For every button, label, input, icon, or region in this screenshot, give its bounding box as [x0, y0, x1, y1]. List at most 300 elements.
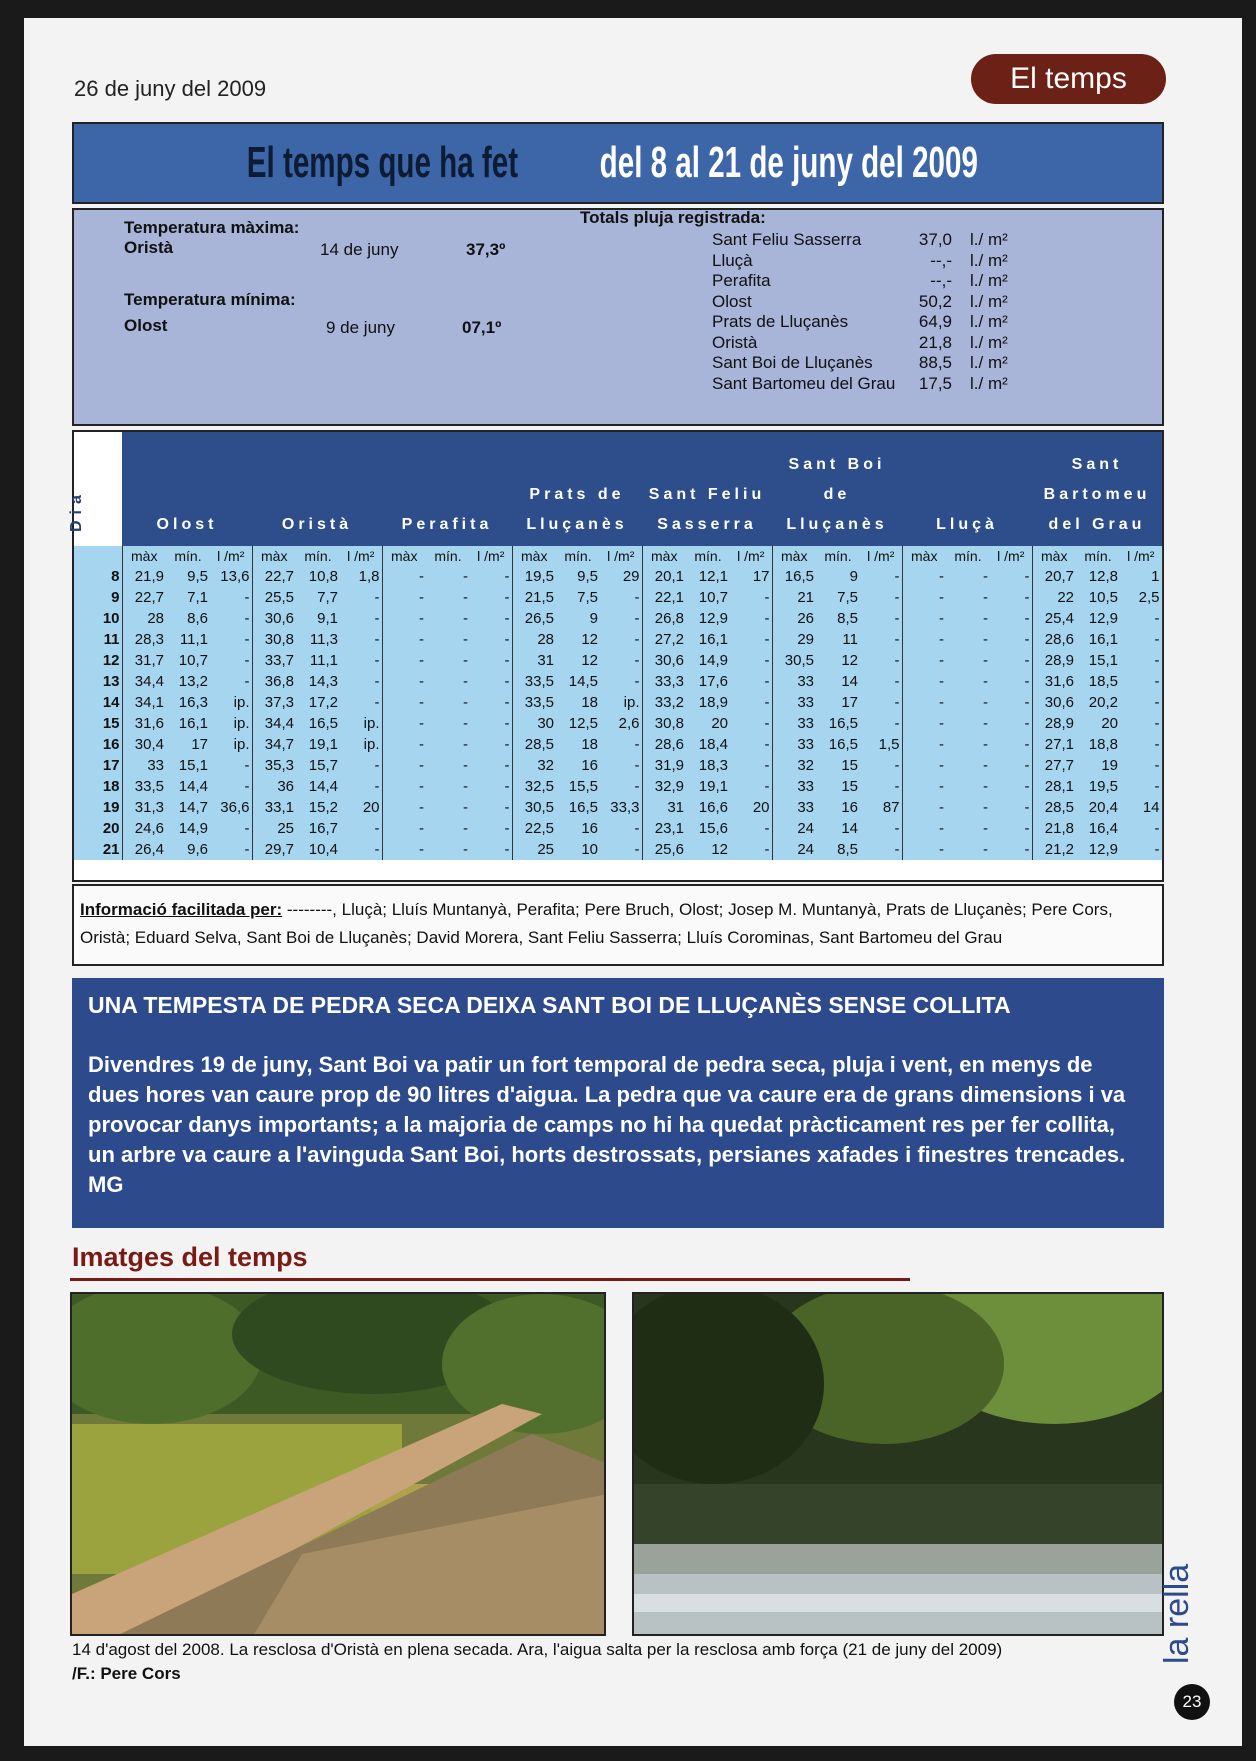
data-cell: - — [860, 692, 902, 713]
data-cell: - — [463, 631, 468, 648]
data-cell: - — [470, 713, 512, 734]
data-cell: 36 — [277, 778, 294, 795]
data-cell: 10 — [581, 841, 598, 858]
data-cell: 20,4 — [1088, 799, 1118, 816]
data-cell: - — [463, 715, 468, 732]
data-cell: 34,1 — [134, 694, 164, 711]
data-cell: 32,5 — [524, 778, 554, 795]
data-cell: - — [990, 734, 1032, 755]
data-cell: - — [990, 776, 1032, 797]
data-cell: - — [1120, 776, 1162, 797]
sub-header-cell: màx — [911, 548, 938, 564]
day-cell: 13 — [74, 671, 122, 692]
data-cell: 26,5 — [524, 610, 554, 627]
rain-value: 50,2 — [918, 291, 952, 311]
magazine-logo — [1156, 1563, 1196, 1666]
sub-header-cell: màx — [651, 548, 678, 564]
data-cell: - — [939, 589, 944, 606]
data-cell: - — [470, 797, 512, 818]
data-cell: 14 — [841, 820, 858, 837]
data-cell: 10,7 — [178, 652, 208, 669]
data-cell: 15,2 — [308, 799, 338, 816]
data-cell: 10,8 — [308, 568, 338, 585]
table-row — [74, 839, 1162, 860]
data-cell: 9 — [589, 610, 598, 627]
table-row — [74, 629, 1162, 650]
data-cell: 28,3 — [134, 631, 164, 648]
data-cell: - — [990, 839, 1032, 860]
data-cell: ip. — [340, 734, 382, 755]
data-cell: 2,5 — [1120, 587, 1162, 608]
data-cell: - — [1120, 650, 1162, 671]
data-cell: - — [419, 778, 424, 795]
data-cell: 20 — [711, 715, 728, 732]
data-cell: 26 — [797, 610, 814, 627]
data-cell: 33,5 — [524, 694, 554, 711]
data-cell: 1,8 — [340, 566, 382, 587]
day-cell: 18 — [74, 776, 122, 797]
data-cell: 24,6 — [134, 820, 164, 837]
day-cell: 10 — [74, 608, 122, 629]
data-cell: 12 — [581, 652, 598, 669]
data-cell: 35,3 — [264, 757, 294, 774]
data-cell: 33 — [797, 715, 814, 732]
data-cell: 7,7 — [317, 589, 338, 606]
sub-header-cell: l /m² — [990, 546, 1032, 566]
data-cell: - — [210, 650, 252, 671]
data-cell: 33 — [797, 778, 814, 795]
data-cell: 30,6 — [1044, 694, 1074, 711]
data-cell: - — [419, 799, 424, 816]
data-cell: - — [463, 799, 468, 816]
data-cell: 28,6 — [654, 736, 684, 753]
data-cell: - — [419, 568, 424, 585]
rain-unit: l./ m² — [970, 230, 1008, 249]
sub-header-cell: l /m² — [470, 546, 512, 566]
rain-unit: l./ m² — [970, 373, 1008, 393]
data-cell: 1 — [1120, 566, 1162, 587]
data-cell: 33,3 — [600, 797, 642, 818]
data-cell: 16,1 — [178, 715, 208, 732]
rain-unit: l./ m² — [970, 291, 1008, 311]
data-cell: 12,5 — [568, 715, 598, 732]
data-cell: - — [730, 734, 772, 755]
data-cell: - — [990, 692, 1032, 713]
day-column-header — [68, 432, 122, 546]
photo-flowing-weir — [632, 1292, 1164, 1636]
data-cell: - — [983, 631, 988, 648]
data-cell: 33,7 — [264, 652, 294, 669]
data-cell: - — [600, 818, 642, 839]
data-cell: - — [983, 610, 988, 627]
data-cell: - — [990, 587, 1032, 608]
data-cell: 20 — [340, 797, 382, 818]
data-cell: 18,8 — [1088, 736, 1118, 753]
data-cell: 29 — [797, 631, 814, 648]
data-cell: 16 — [581, 757, 598, 774]
data-cell: - — [860, 608, 902, 629]
data-cell: 16,5 — [568, 799, 598, 816]
data-cell: - — [340, 755, 382, 776]
data-cell: - — [939, 778, 944, 795]
data-cell: - — [210, 839, 252, 860]
data-cell: 18,3 — [698, 757, 728, 774]
data-cell: 22,7 — [264, 568, 294, 585]
storm-article — [72, 978, 1164, 1228]
data-cell: - — [990, 818, 1032, 839]
data-cell: 26,4 — [134, 841, 164, 858]
data-cell: 34,4 — [264, 715, 294, 732]
data-cell: 10,7 — [698, 589, 728, 606]
data-cell: 16,5 — [784, 568, 814, 585]
data-cell: 19,5 — [1088, 778, 1118, 795]
data-cell: 27,1 — [1044, 736, 1074, 753]
data-cell: 30,6 — [654, 652, 684, 669]
data-cell: 9,1 — [317, 610, 338, 627]
data-cell: 21,5 — [524, 589, 554, 606]
data-cell: 33,5 — [524, 673, 554, 690]
photo-caption: 14 d'agost del 2008. La resclosa d'Oristà en plena secada. Ara, l'aigua salta per la resclosa amb força (21 de juny del 2009) — [72, 1640, 1003, 1659]
summary-box — [72, 208, 1164, 426]
data-cell: - — [340, 608, 382, 629]
data-cell: 16,5 — [308, 715, 338, 732]
data-cell: 16 — [581, 820, 598, 837]
data-cell: - — [1120, 629, 1162, 650]
data-cell: 21,2 — [1044, 841, 1074, 858]
data-cell: - — [419, 820, 424, 837]
data-cell: 18,4 — [698, 736, 728, 753]
data-cell: - — [340, 629, 382, 650]
sub-header-cell: mín. — [174, 548, 202, 564]
data-cell: - — [340, 650, 382, 671]
data-cell: - — [990, 650, 1032, 671]
data-cell: - — [210, 629, 252, 650]
photo-credit: /F.: Pere Cors — [72, 1664, 181, 1683]
data-cell: - — [730, 629, 772, 650]
data-cell: - — [463, 820, 468, 837]
data-cell: 16,5 — [828, 736, 858, 753]
rain-place: Sant Feliu Sasserra — [712, 230, 862, 249]
credits-text: --------, Lluçà; Lluís Muntanyà, Perafita; Pere Bruch, Olost; Josep M. Muntanyà, Prats de Lluçanès; Pere Cors, Oristà; Eduard Selva, Sant Boi de Lluçanès; David Morera, Sant Feliu Sasserra; Lluís Corominas, Sant Bartomeu del Grau — [80, 900, 1113, 947]
data-cell: 11,1 — [179, 631, 208, 648]
data-cell: 30,4 — [134, 736, 164, 753]
table-row — [74, 734, 1162, 755]
table-row — [74, 671, 1162, 692]
data-cell: 33,3 — [654, 673, 684, 690]
data-cell: 30 — [537, 715, 554, 732]
data-cell: ip. — [210, 713, 252, 734]
rain-value: --,- — [930, 250, 952, 270]
data-cell: 17 — [191, 736, 208, 753]
sub-header-cell: màx — [391, 548, 418, 564]
station-header: Sant Boi de Lluçanès — [786, 456, 888, 533]
rain-place: Olost — [712, 291, 752, 311]
data-cell: 11,3 — [309, 631, 338, 648]
data-cell: - — [990, 755, 1032, 776]
data-cell: - — [990, 713, 1032, 734]
data-cell: - — [730, 587, 772, 608]
data-cell: - — [600, 629, 642, 650]
magazine-page — [24, 18, 1242, 1746]
data-cell: 24 — [797, 820, 814, 837]
data-cell: 30,5 — [524, 799, 554, 816]
day-label: Dia — [68, 489, 85, 532]
data-cell: 7,5 — [837, 589, 858, 606]
sub-header-cell: mín. — [434, 548, 462, 564]
sub-header-cell: mín. — [694, 548, 722, 564]
data-cell: - — [470, 629, 512, 650]
data-cell: - — [419, 652, 424, 669]
data-cell: 9,5 — [187, 568, 208, 585]
data-cell: - — [470, 692, 512, 713]
rain-value: 17,5 — [918, 373, 952, 393]
data-cell: - — [600, 776, 642, 797]
data-cell: 31,3 — [134, 799, 164, 816]
rain-unit: l./ m² — [970, 271, 1008, 290]
data-cell: - — [939, 736, 944, 753]
data-cell: - — [600, 755, 642, 776]
data-cell: - — [983, 841, 988, 858]
data-cell: - — [730, 818, 772, 839]
sub-header-row — [74, 546, 1162, 566]
data-cell: - — [600, 650, 642, 671]
data-cell: 16,3 — [178, 694, 208, 711]
data-cell: - — [983, 715, 988, 732]
rain-value: 21,8 — [918, 332, 952, 352]
data-cell: 33 — [797, 799, 814, 816]
data-cell: 17 — [730, 566, 772, 587]
data-cell: - — [990, 566, 1032, 587]
data-cell: - — [939, 799, 944, 816]
data-cell: 1,5 — [860, 734, 902, 755]
data-cell: 31,9 — [654, 757, 684, 774]
data-cell: - — [939, 610, 944, 627]
data-cell: - — [470, 776, 512, 797]
data-cell: - — [600, 608, 642, 629]
data-cell: 28,5 — [1044, 799, 1074, 816]
data-cell: 17 — [841, 694, 858, 711]
data-cell: 11,1 — [309, 652, 338, 669]
data-cell: - — [860, 671, 902, 692]
data-cell: - — [419, 736, 424, 753]
data-cell: - — [470, 839, 512, 860]
data-cell: - — [210, 587, 252, 608]
day-cell: 12 — [74, 650, 122, 671]
data-cell: 37,3 — [264, 694, 294, 711]
data-cell: 12,8 — [1088, 568, 1118, 585]
data-cell: - — [419, 694, 424, 711]
data-cell: 31 — [667, 799, 684, 816]
data-cell: 30,8 — [654, 715, 684, 732]
data-cell: 22,7 — [134, 589, 164, 606]
data-cell: 25 — [277, 820, 294, 837]
day-cell: 9 — [74, 587, 122, 608]
day-cell: 17 — [74, 755, 122, 776]
data-cell: - — [470, 755, 512, 776]
data-cell: - — [1120, 755, 1162, 776]
sub-header-cell: mín. — [1084, 548, 1112, 564]
data-cell: - — [463, 673, 468, 690]
station-header: Lluçà — [936, 516, 998, 533]
data-cell: 10,4 — [308, 841, 338, 858]
day-cell: 8 — [74, 566, 122, 587]
data-cell: 25 — [537, 841, 554, 858]
data-cell: - — [939, 715, 944, 732]
data-cell: - — [340, 692, 382, 713]
sub-header-cell: màx — [261, 548, 288, 564]
data-cell: 14,9 — [178, 820, 208, 837]
data-cell: 14,4 — [178, 778, 208, 795]
data-cell: - — [463, 568, 468, 585]
table-row — [74, 776, 1162, 797]
data-cell: - — [419, 673, 424, 690]
data-cell: - — [470, 671, 512, 692]
data-cell: 19,1 — [698, 778, 728, 795]
data-cell: 16,7 — [308, 820, 338, 837]
data-cell: - — [983, 673, 988, 690]
data-cell: ip. — [210, 734, 252, 755]
data-cell: 25,6 — [654, 841, 684, 858]
data-cell: 18,9 — [698, 694, 728, 711]
data-cell: 12 — [841, 652, 858, 669]
data-cell: 18 — [581, 736, 598, 753]
table-row — [74, 650, 1162, 671]
data-cell: 20,2 — [1088, 694, 1118, 711]
data-cell: 12 — [711, 841, 728, 858]
data-cell: - — [983, 652, 988, 669]
weather-banner — [72, 122, 1164, 204]
data-cell: 25,4 — [1044, 610, 1074, 627]
data-cell: 29,7 — [264, 841, 294, 858]
data-cell: - — [1120, 608, 1162, 629]
data-cell: 29 — [600, 566, 642, 587]
data-cell: - — [419, 757, 424, 774]
day-cell: 20 — [74, 818, 122, 839]
data-cell: - — [1120, 734, 1162, 755]
data-cell: - — [210, 608, 252, 629]
min-temp-label: Temperatura mínima: — [124, 290, 296, 309]
data-cell: - — [730, 671, 772, 692]
rain-place: Oristà — [712, 332, 758, 352]
sub-header-cell: mín. — [304, 548, 332, 564]
data-cell: 36,6 — [210, 797, 252, 818]
data-cell: - — [860, 776, 902, 797]
data-cell: 16 — [841, 799, 858, 816]
data-cell: - — [1120, 713, 1162, 734]
data-cell: - — [600, 734, 642, 755]
data-cell: 33,5 — [134, 778, 164, 795]
data-cell: 8,5 — [837, 610, 858, 627]
table-row — [74, 713, 1162, 734]
data-cell: - — [463, 736, 468, 753]
data-cell: 33 — [147, 757, 164, 774]
banner-title-part1: El temps que ha fet — [246, 138, 518, 187]
data-cell: - — [939, 568, 944, 585]
data-cell: - — [210, 671, 252, 692]
max-temp-date: 14 de juny — [320, 240, 399, 259]
data-cell: 17,2 — [308, 694, 338, 711]
data-cell: 9,5 — [577, 568, 598, 585]
data-cell: 32,9 — [654, 778, 684, 795]
data-cell: - — [860, 839, 902, 860]
day-cell: 11 — [74, 629, 122, 650]
storm-headline: UNA TEMPESTA DE PEDRA SECA DEIXA SANT BOI DE LLUÇANÈS SENSE COLLITA — [88, 992, 1011, 1018]
data-cell: - — [463, 757, 468, 774]
data-cell: - — [470, 587, 512, 608]
data-cell: - — [860, 818, 902, 839]
data-cell: 12,9 — [1088, 610, 1118, 627]
section-badge: El temps — [971, 54, 1166, 104]
station-header: Sant Feliu Sasserra — [648, 486, 766, 533]
rain-totals-title: Totals pluja registrada: — [580, 208, 766, 227]
data-cell: - — [730, 692, 772, 713]
sub-header-cell: mín. — [824, 548, 852, 564]
storm-body: Divendres 19 de juny, Sant Boi va patir un fort temporal de pedra seca, pluja i vent, en menys de dues hores van caure prop de 90 litres d'aigua. La pedra que va caure era de grans dimensions i va provocar danys importants; a la majoria de camps no hi ha quedat pràcticament res per fer collita, un arbre va caure a l'avinguda Sant Boi, horts destrossats, persianes xafades i finestres trencades. MG — [88, 1052, 1126, 1197]
rain-value: --,- — [930, 271, 952, 290]
data-cell: - — [983, 694, 988, 711]
rain-value: 37,0 — [918, 230, 952, 249]
data-cell: - — [730, 650, 772, 671]
images-title-rule — [70, 1278, 910, 1281]
table-row — [74, 755, 1162, 776]
data-cell: - — [463, 589, 468, 606]
data-cell: 20,7 — [1044, 568, 1074, 585]
data-cell: 21,8 — [1044, 820, 1074, 837]
sub-header-cell: màx — [781, 548, 808, 564]
data-cell: 30,5 — [784, 652, 814, 669]
data-cell: 19,1 — [308, 736, 338, 753]
data-cell: - — [983, 799, 988, 816]
data-cell: 87 — [860, 797, 902, 818]
rain-place: Sant Boi de Lluçanès — [712, 353, 873, 372]
data-cell: 20 — [730, 797, 772, 818]
data-cell: 28,5 — [524, 736, 554, 753]
data-cell: 31,7 — [134, 652, 164, 669]
credits-box — [72, 884, 1164, 966]
data-cell: - — [463, 778, 468, 795]
rain-value: 88,5 — [918, 353, 952, 372]
rain-unit: l./ m² — [970, 353, 1008, 372]
sub-header-cell: màx — [131, 548, 158, 564]
banner-title-part2: del 8 al 21 de juny del 2009 — [599, 138, 978, 187]
data-cell: - — [990, 797, 1032, 818]
data-cell: 16,6 — [698, 799, 728, 816]
data-cell: - — [860, 587, 902, 608]
data-cell: - — [939, 757, 944, 774]
data-cell: 28,9 — [1044, 652, 1074, 669]
data-cell: - — [210, 818, 252, 839]
data-cell: 19,5 — [524, 568, 554, 585]
data-cell: - — [1120, 818, 1162, 839]
data-cell: 13,2 — [178, 673, 208, 690]
data-cell: 21,9 — [134, 568, 164, 585]
station-header: Oristà — [281, 516, 353, 533]
data-cell: - — [939, 631, 944, 648]
data-cell: 33 — [797, 736, 814, 753]
sub-header-cell: l /m² — [1120, 546, 1162, 566]
max-temp-value: 37,3º — [466, 240, 506, 259]
data-cell: - — [860, 629, 902, 650]
data-cell: 15,5 — [568, 778, 598, 795]
station-headers — [122, 432, 1162, 546]
data-cell: 15,7 — [308, 757, 338, 774]
data-cell: 20,1 — [654, 568, 684, 585]
data-cell: 2,6 — [600, 713, 642, 734]
data-cell: 9 — [849, 568, 858, 585]
table-row — [74, 566, 1162, 587]
day-cell: 14 — [74, 692, 122, 713]
data-cell: - — [419, 715, 424, 732]
